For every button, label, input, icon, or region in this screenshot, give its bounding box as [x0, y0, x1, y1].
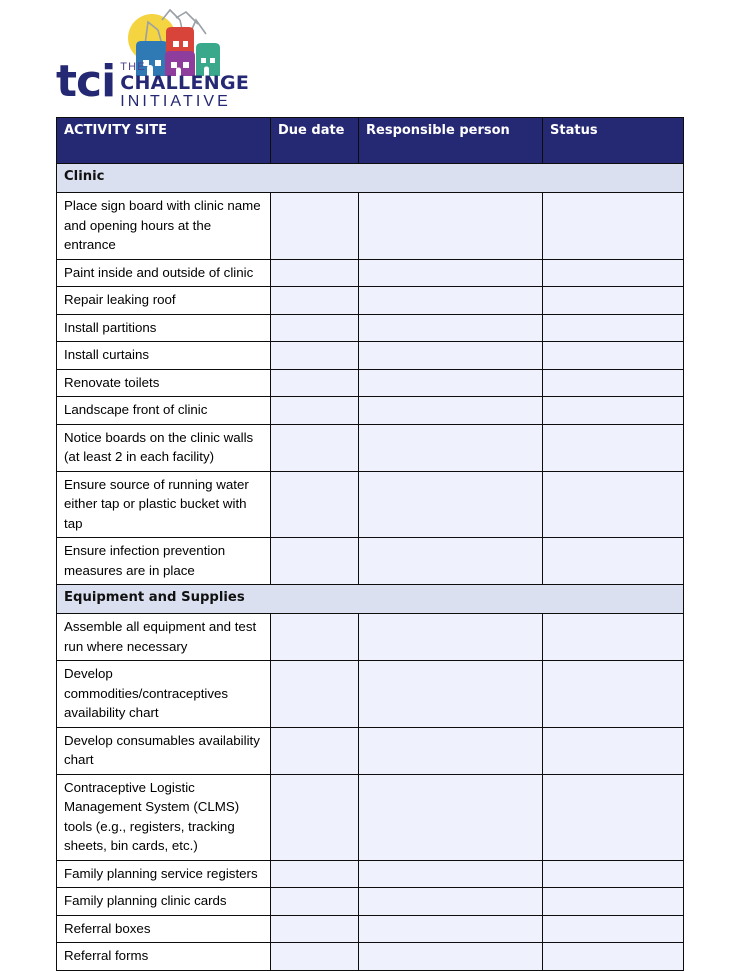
logo-line-initiative: INITIATIVE: [120, 93, 231, 110]
table-row: [57, 369, 684, 397]
status-cell[interactable]: [543, 397, 684, 425]
responsible-person-cell[interactable]: [359, 369, 543, 397]
due-date-cell[interactable]: [271, 614, 359, 661]
logo: [56, 8, 296, 113]
table-row: [57, 259, 684, 287]
logo-line-challenge: CHALLENGE: [120, 72, 250, 94]
responsible-person-cell[interactable]: [359, 193, 543, 260]
section-header-row: [57, 585, 684, 614]
table-row: [57, 774, 684, 860]
table-row: [57, 397, 684, 425]
status-cell[interactable]: [543, 471, 684, 538]
responsible-person-cell[interactable]: [359, 614, 543, 661]
table-body: [57, 164, 684, 971]
activity-site-cell: Develop consumables availability chart: [57, 727, 271, 774]
activity-site-cell: Notice boards on the clinic walls (at least 2 in each facility): [57, 424, 271, 471]
due-date-cell[interactable]: [271, 774, 359, 860]
due-date-cell[interactable]: [271, 259, 359, 287]
responsible-person-cell[interactable]: [359, 888, 543, 916]
responsible-person-cell[interactable]: [359, 314, 543, 342]
activity-site-cell: Contraceptive Logistic Management System (CLMS) tools (e.g., registers, tracking sheets, bin cards, etc.): [57, 774, 271, 860]
activity-site-cell: Assemble all equipment and test run where necessary: [57, 614, 271, 661]
activity-site-cell: Family planning clinic cards: [57, 888, 271, 916]
table-row: [57, 943, 684, 971]
responsible-person-cell[interactable]: [359, 774, 543, 860]
table-row: [57, 287, 684, 315]
section-header-row: [57, 164, 684, 193]
status-cell[interactable]: [543, 193, 684, 260]
due-date-cell[interactable]: [271, 342, 359, 370]
column-header-due-date: Due date: [271, 118, 359, 164]
activity-site-cell: Family planning service registers: [57, 860, 271, 888]
status-cell[interactable]: [543, 888, 684, 916]
column-header-responsible-person: Responsible person: [359, 118, 543, 164]
due-date-cell[interactable]: [271, 888, 359, 916]
responsible-person-cell[interactable]: [359, 661, 543, 728]
logo-tci-text: tci: [56, 56, 116, 107]
responsible-person-cell[interactable]: [359, 342, 543, 370]
status-cell[interactable]: [543, 943, 684, 971]
table-row: [57, 614, 684, 661]
activity-site-cell: Ensure source of running water either tap or plastic bucket with tap: [57, 471, 271, 538]
status-cell[interactable]: [543, 614, 684, 661]
column-header-activity-site: ACTIVITY SITE: [57, 118, 271, 164]
activity-site-cell: Landscape front of clinic: [57, 397, 271, 425]
status-cell[interactable]: [543, 342, 684, 370]
table-row: [57, 661, 684, 728]
due-date-cell[interactable]: [271, 915, 359, 943]
activity-site-cell: Referral forms: [57, 943, 271, 971]
activity-site-cell: Place sign board with clinic name and opening hours at the entrance: [57, 193, 271, 260]
activity-site-cell: Repair leaking roof: [57, 287, 271, 315]
status-cell[interactable]: [543, 774, 684, 860]
status-cell[interactable]: [543, 314, 684, 342]
responsible-person-cell[interactable]: [359, 538, 543, 585]
due-date-cell[interactable]: [271, 661, 359, 728]
responsible-person-cell[interactable]: [359, 397, 543, 425]
table-row: [57, 471, 684, 538]
responsible-person-cell[interactable]: [359, 943, 543, 971]
status-cell[interactable]: [543, 538, 684, 585]
table-header: [57, 118, 684, 164]
logo-wordmark: [56, 56, 250, 112]
responsible-person-cell[interactable]: [359, 259, 543, 287]
activity-site-cell: Referral boxes: [57, 915, 271, 943]
table-row: [57, 727, 684, 774]
table-row: [57, 915, 684, 943]
activity-site-cell: Install curtains: [57, 342, 271, 370]
due-date-cell[interactable]: [271, 314, 359, 342]
table-row: [57, 424, 684, 471]
activity-checklist-table: [56, 117, 684, 971]
due-date-cell[interactable]: [271, 287, 359, 315]
logo-line-the: THE: [120, 61, 146, 73]
section-title: Clinic: [57, 164, 684, 193]
due-date-cell[interactable]: [271, 727, 359, 774]
status-cell[interactable]: [543, 424, 684, 471]
due-date-cell[interactable]: [271, 860, 359, 888]
column-header-status: Status: [543, 118, 684, 164]
activity-site-cell: Ensure infection prevention measures are in place: [57, 538, 271, 585]
status-cell[interactable]: [543, 727, 684, 774]
due-date-cell[interactable]: [271, 397, 359, 425]
table-row: [57, 342, 684, 370]
responsible-person-cell[interactable]: [359, 287, 543, 315]
due-date-cell[interactable]: [271, 369, 359, 397]
status-cell[interactable]: [543, 259, 684, 287]
responsible-person-cell[interactable]: [359, 915, 543, 943]
status-cell[interactable]: [543, 661, 684, 728]
activity-site-cell: Paint inside and outside of clinic: [57, 259, 271, 287]
status-cell[interactable]: [543, 287, 684, 315]
table-row: [57, 538, 684, 585]
due-date-cell[interactable]: [271, 943, 359, 971]
status-cell[interactable]: [543, 915, 684, 943]
table-row: [57, 314, 684, 342]
activity-site-cell: Install partitions: [57, 314, 271, 342]
status-cell[interactable]: [543, 860, 684, 888]
activity-site-cell: Develop commodities/contraceptives availability chart: [57, 661, 271, 728]
table-row: [57, 860, 684, 888]
table-header-row: [57, 118, 684, 164]
due-date-cell[interactable]: [271, 471, 359, 538]
table-row: [57, 193, 684, 260]
section-title: Equipment and Supplies: [57, 585, 684, 614]
due-date-cell[interactable]: [271, 193, 359, 260]
table-row: [57, 888, 684, 916]
responsible-person-cell[interactable]: [359, 471, 543, 538]
responsible-person-cell[interactable]: [359, 424, 543, 471]
responsible-person-cell[interactable]: [359, 727, 543, 774]
due-date-cell[interactable]: [271, 538, 359, 585]
logo-tagline: [120, 60, 249, 111]
responsible-person-cell[interactable]: [359, 860, 543, 888]
status-cell[interactable]: [543, 369, 684, 397]
due-date-cell[interactable]: [271, 424, 359, 471]
activity-site-cell: Renovate toilets: [57, 369, 271, 397]
